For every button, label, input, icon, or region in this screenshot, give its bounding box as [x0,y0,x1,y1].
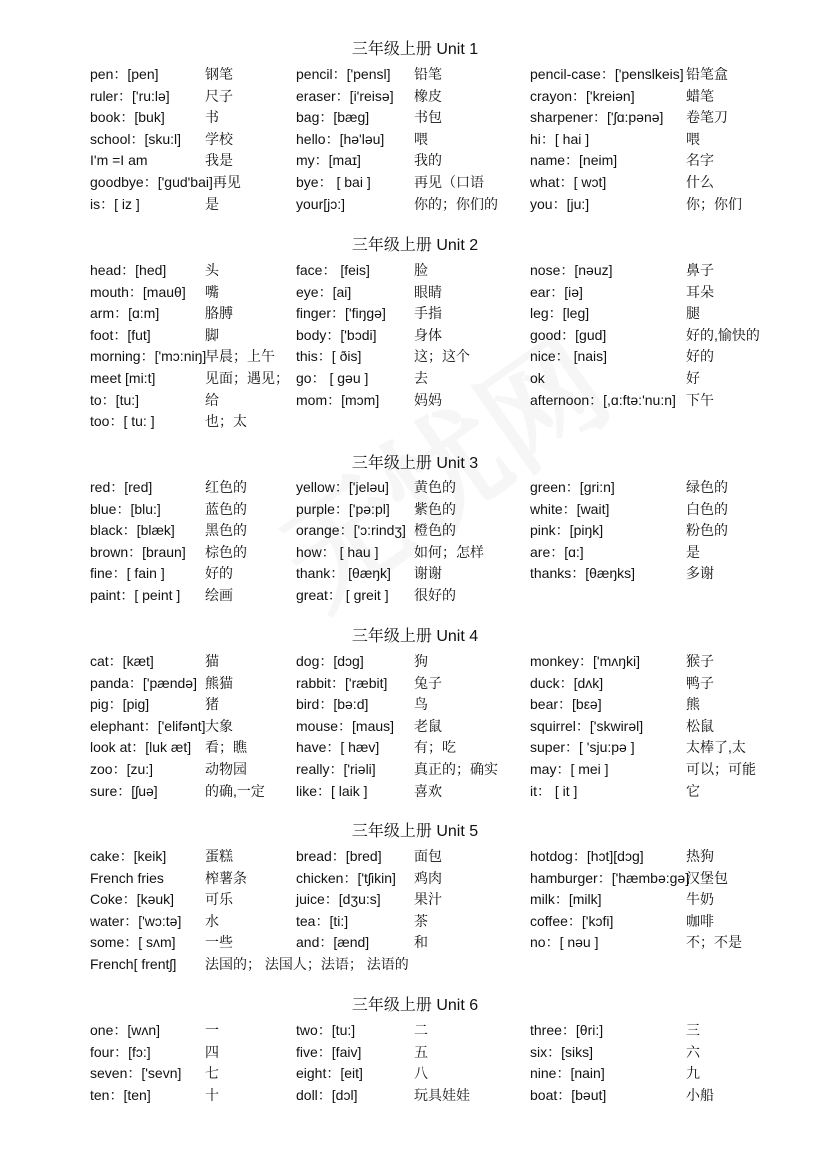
vocab-meaning: 钢笔 [205,66,233,82]
vocab-word: dog：[dɔg] [296,653,364,669]
vocab-word: ear：[iə] [530,283,583,300]
vocab-meaning: 妈妈 [414,391,442,408]
vocab-meaning: 有；吃 [414,739,456,756]
vocab-word: like：[ laik ] [296,782,368,799]
vocab-word: duck：[dʌk] [530,674,604,691]
vocab-word: doll：[dɔl] [296,1086,358,1103]
vocab-meaning: 你的；你们的 [414,195,498,212]
vocab-word: squirrel：['skwirəl] [530,717,644,734]
vocab-word: school：[sku:l] [90,130,182,147]
vocab-meaning: 老鼠 [414,717,442,734]
vocab-word: purple：['pə:pl] [296,500,390,517]
vocab-meaning: 九 [686,1065,700,1082]
vocab-word: good：[gud] [530,326,607,343]
vocab-row [0,954,830,974]
vocab-meaning: 蓝色的 [205,500,247,517]
vocab-meaning: 兔子 [414,674,442,691]
vocab-word: fine：[ fain ] [90,565,165,582]
vocab-meaning: 和 [414,934,428,951]
vocab-word: hello：[hə'ləu] [296,130,385,147]
unit-title: 三年级上册 Unit 4 [351,628,479,645]
vocab-row [0,303,830,323]
vocab-row [0,759,830,779]
vocab-meaning: 什么 [686,174,714,190]
vocab-meaning: 尺子 [205,87,233,104]
vocab-word: boat：[bəut] [530,1086,607,1103]
vocab-meaning: 喂 [686,130,700,147]
vocab-row [0,1020,830,1040]
vocab-word: mouse：[maus] [296,717,395,734]
unit-title: 三年级上册 Unit 6 [351,997,479,1014]
vocab-meaning: 果汁 [414,891,442,908]
vocab-word: bear：[bεə] [530,696,602,713]
vocab-meaning: 五 [414,1043,428,1060]
vocab-word: green：[gri:n] [530,479,615,495]
vocab-meaning: 好 [686,370,700,386]
vocab-meaning: 鸭子 [686,674,714,691]
vocab-meaning: 鼻子 [686,262,714,278]
vocab-meaning: 去 [414,370,428,386]
vocab-meaning: 六 [686,1043,700,1060]
vocab-meaning: 熊 [686,696,700,713]
vocab-word: name：[neim] [530,152,618,169]
unit-title: 三年级上册 Unit 1 [351,41,479,58]
unit-title: 三年级上册 Unit 2 [351,237,479,254]
vocab-row [0,368,830,388]
vocab-meaning: 一些 [205,934,233,951]
unit-title: 三年级上册 Unit 5 [351,823,479,840]
vocab-meaning: 狗 [414,653,428,669]
vocab-meaning: 橙色的 [414,522,456,539]
vocab-word: head：[hed] [90,262,167,278]
vocab-word: four：[fɔ:] [90,1043,151,1060]
vocab-meaning: 你；你们 [686,195,742,212]
vocab-word: great： [ greit ] [296,587,389,603]
vocab-meaning: 猫 [205,653,219,669]
vocab-row [0,563,830,583]
vocab-word: one：[wʌn] [90,1022,161,1038]
vocab-meaning: 嘴 [205,283,219,300]
vocab-word: sharpener：['ʃɑ:pənə] [530,109,664,126]
vocab-word: super：[ 'sju:pə ] [530,739,635,756]
vocab-row [0,86,830,106]
vocab-word: juice：[dʒu:s] [296,891,381,908]
unit-title: 三年级上册 Unit 3 [351,455,479,472]
vocab-word: is：[ iz ] [90,195,140,212]
vocab-word: how： [ hau ] [296,543,379,560]
vocab-word: and：[ænd] [296,934,370,951]
vocab-row [0,260,830,280]
vocab-meaning: 玩具娃娃 [414,1086,470,1103]
vocab-meaning: 猪 [205,696,219,713]
vocab-word: afternoon：[,ɑ:ftə:'nu:n] [530,391,676,408]
vocab-meaning: 松鼠 [686,717,714,734]
vocab-row [0,477,830,497]
vocab-meaning: 三 [686,1022,700,1038]
vocab-word: milk：[milk] [530,891,602,908]
vocab-meaning: 白色的 [686,500,728,517]
vocab-meaning: 面包 [414,848,442,864]
vocab-word: bird：[bə:d] [296,696,369,713]
vocab-meaning: 红色的 [205,479,247,495]
vocab-word: pink：[piŋk] [530,522,604,539]
vocab-word: cat：[kæt] [90,653,154,669]
vocab-meaning: 鸡肉 [414,869,442,886]
vocab-meaning: 可乐 [205,891,233,908]
vocab-word: seven：['sevn] [90,1065,182,1082]
vocab-meaning: 热狗 [686,848,714,864]
vocab-row [0,346,830,366]
vocab-meaning: 也；太 [205,413,247,430]
vocab-word: hotdog：[hɔt][dɔg] [530,848,644,864]
vocab-row [0,172,830,192]
vocab-meaning: 一 [205,1022,219,1038]
vocab-row [0,64,830,84]
vocab-word: sure：[ʃuə] [90,782,158,799]
vocab-row [0,1085,830,1105]
vocab-meaning: 好的,愉快的 [686,326,760,343]
vocab-word: are：[ɑ:] [530,543,584,560]
vocab-word: my：[maɪ] [296,152,361,169]
vocab-row [0,520,830,540]
vocab-word: yellow：['jeləu] [296,479,389,495]
vocab-word: meet [mi:t] [90,370,156,386]
vocab-meaning: 的确,一定 [205,782,265,799]
vocab-word: you：[ju:] [530,195,590,212]
vocab-word: really：['riəli] [296,761,376,777]
vocab-word: pencil-case：['penslkeis] [530,66,684,82]
vocab-meaning: 下午 [686,391,714,408]
vocab-word: French[ frentʃ] [90,956,177,972]
vocab-meaning: 可以；可能 [686,761,756,777]
vocab-word: rabbit：['ræbit] [296,674,388,691]
vocab-meaning: 身体 [414,326,442,343]
vocab-word: too：[ tu: ] [90,413,155,430]
vocab-row [0,651,830,671]
vocab-word: chicken：['tʃikin] [296,869,396,886]
vocab-meaning: 二 [414,1022,428,1038]
vocab-meaning: 书 [205,109,219,126]
vocab-word: face： [feis] [296,262,370,278]
vocab-meaning: 八 [414,1065,428,1082]
vocab-row [0,325,830,345]
vocab-row [0,129,830,149]
vocab-meaning: 喜欢 [414,782,442,799]
vocab-meaning: 铅笔盒 [686,66,728,82]
vocab-row [0,542,830,562]
vocab-word: bread：[bred] [296,848,382,864]
vocab-word: cake：[keik] [90,848,167,864]
vocab-meaning: 真正的；确实 [414,761,498,777]
vocab-meaning: 七 [205,1065,219,1082]
vocab-word: Coke：[kəuk] [90,891,175,908]
vocab-word: to：[tu:] [90,391,140,408]
vocab-row [0,499,830,519]
vocab-word: orange：['ɔ:rindʒ] [296,522,406,539]
vocab-meaning: 紫色的 [414,500,456,517]
vocab-word: your[jɔ:] [296,195,346,212]
vocab-row [0,716,830,736]
vocab-word: brown：[braun] [90,543,186,560]
vocab-row [0,932,830,952]
vocab-row [0,889,830,909]
vocab-row [0,194,830,214]
vocab-word: monkey：['mʌŋki] [530,653,641,669]
vocab-word: mom：[mɔm] [296,391,380,408]
vocab-meaning: 这；这个 [414,348,470,365]
vocab-meaning: 棕色的 [205,543,247,560]
vocab-word: ok [530,370,545,386]
vocab-meaning: 榨薯条 [205,869,247,886]
vocab-word: ruler：['ru:lə] [90,87,170,104]
vocab-meaning: 我的 [414,152,442,169]
vocab-row [0,1042,830,1062]
vocab-word: this：[ ðis] [296,348,362,365]
vocab-meaning: 茶 [414,912,428,929]
vocab-meaning: 见面；遇见； [205,370,289,386]
vocab-word: goodbye：['gud'bai]再见 [90,174,241,190]
vocab-word: two：[tu:] [296,1022,356,1038]
vocab-row [0,781,830,801]
vocab-meaning: 四 [205,1043,219,1060]
vocab-row [0,107,830,127]
vocab-meaning: 不；不是 [686,934,742,951]
vocab-meaning: 它 [686,782,700,799]
vocab-word: five：[faiv] [296,1043,362,1060]
vocab-word: eye：[ai] [296,283,352,300]
vocab-word: black：[blæk] [90,522,175,539]
vocab-row [0,737,830,757]
vocab-word: pen：[pen] [90,66,159,82]
vocab-meaning: 手指 [414,305,442,322]
vocab-meaning: 卷笔刀 [686,109,728,126]
vocab-word: arm：[ɑ:m] [90,305,160,322]
vocab-word: it： [ it ] [530,782,578,799]
vocab-meaning: 绿色的 [686,479,728,495]
vocab-meaning: 腿 [686,305,700,322]
vocab-word: ten：[ten] [90,1086,151,1103]
vocab-word: coffee：['kɔfi] [530,912,614,929]
vocab-meaning: 蛋糕 [205,848,233,864]
vocab-meaning: 是 [205,195,219,212]
vocab-word: white：[wait] [530,500,610,517]
vocab-meaning: 牛奶 [686,891,714,908]
vocab-meaning: 胳膊 [205,305,233,322]
vocab-word: hi：[ hai ] [530,130,590,147]
vocab-word: pencil：['pensl] [296,66,391,82]
vocab-row [0,282,830,302]
vocab-word: tea：[ti:] [296,912,349,929]
vocab-word: eight：[eit] [296,1065,363,1082]
vocab-meaning: 脸 [414,262,428,278]
vocab-word: nice： [nais] [530,348,608,365]
vocab-word: thanks：[θæŋks] [530,565,636,582]
vocab-meaning: 我是 [205,152,233,169]
vocab-row [0,694,830,714]
vocab-meaning: 脚 [205,326,219,343]
vocab-meaning: 大象 [205,717,233,734]
vocab-word: no：[ nəu ] [530,934,599,951]
vocab-meaning: 学校 [205,130,233,147]
vocab-meaning: 法国的； 法国人；法语； 法语的 [205,956,409,972]
vocab-word: elephant：['elifənt] [90,717,206,734]
vocab-word: leg：[leg] [530,305,590,322]
vocab-meaning: 书包 [414,109,442,126]
vocab-word: water：['wɔ:tə] [90,912,182,929]
vocab-meaning: 太棒了,太 [686,739,746,756]
vocab-meaning: 黄色的 [414,479,456,495]
vocab-word: paint：[ peint ] [90,587,181,603]
vocab-word: bye： [ bai ] [296,174,371,190]
vocab-meaning: 咖啡 [686,912,714,929]
vocab-word: hamburger：['hæmbə:gə] [530,869,690,886]
vocab-meaning: 熊猫 [205,674,233,691]
vocab-word: bag：[bæg] [296,109,370,126]
vocab-meaning: 黑色的 [205,522,247,539]
vocab-row [0,150,830,170]
vocab-word: what：[ wɔt] [530,174,607,190]
vocab-meaning: 看；瞧 [205,739,247,756]
vocab-row [0,585,830,605]
vocab-meaning: 动物园 [205,761,247,777]
vocab-meaning: 很好的 [414,587,456,603]
vocab-word: foot：[fut] [90,326,151,343]
vocab-meaning: 早晨；上午 [205,348,275,365]
vocab-meaning: 耳朵 [686,283,714,300]
vocab-word: red：[red] [90,479,153,495]
vocab-meaning: 眼睛 [414,283,442,300]
vocab-word: some：[ sʌm] [90,934,176,951]
vocab-row [0,411,830,431]
vocab-word: morning：['mɔ:niŋ] [90,348,207,365]
vocab-meaning: 再见（口语 [414,174,484,190]
vocab-word: three：[θri:] [530,1022,604,1038]
vocab-row [0,911,830,931]
vocab-row [0,846,830,866]
vocab-meaning: 给 [205,391,219,408]
vocab-word: crayon：['kreiən] [530,87,635,104]
vocab-word: blue：[blu:] [90,500,161,517]
vocab-word: French fries [90,869,164,886]
vocab-row [0,673,830,693]
vocab-word: zoo：[zu:] [90,761,154,777]
vocab-word: I'm =I am [90,152,148,169]
vocab-word: body：['bɔdi] [296,326,377,343]
vocab-meaning: 如何；怎样 [414,543,484,560]
vocab-meaning: 猴子 [686,653,714,669]
vocab-meaning: 头 [205,262,219,278]
vocab-meaning: 铅笔 [414,66,442,82]
vocab-word: have：[ hæv] [296,739,380,756]
vocab-meaning: 好的 [205,565,233,582]
vocab-word: look at：[luk æt] [90,739,192,756]
vocab-row [0,390,830,410]
vocab-meaning: 粉色的 [686,522,728,539]
vocab-meaning: 谢谢 [414,565,442,582]
vocab-word: mouth：[mauθ] [90,283,186,300]
vocab-meaning: 橡皮 [414,87,442,104]
vocab-row [0,1063,830,1083]
vocab-word: six：[siks] [530,1043,593,1060]
vocab-meaning: 名字 [686,152,714,169]
vocab-meaning: 鸟 [414,696,428,713]
vocab-word: book：[buk] [90,109,165,126]
vocab-meaning: 十 [205,1086,219,1103]
vocab-meaning: 绘画 [205,587,233,603]
vocab-word: pig：[pig] [90,696,150,713]
vocab-meaning: 汉堡包 [686,869,728,886]
vocab-row [0,868,830,888]
vocab-meaning: 多谢 [686,565,714,582]
vocab-meaning: 好的 [686,348,714,365]
vocab-word: finger：['fiŋgə] [296,305,386,322]
vocab-word: may：[ mei ] [530,761,609,777]
vocab-word: go： [ gəu ] [296,370,369,386]
vocab-meaning: 喂 [414,130,428,147]
vocab-meaning: 小船 [686,1086,714,1103]
vocab-meaning: 是 [686,543,700,560]
vocab-meaning: 蜡笔 [686,87,714,104]
vocab-word: eraser：[i'reisə] [296,87,394,104]
vocab-word: thank： [θæŋk] [296,565,391,582]
vocab-word: panda：['pændə] [90,674,197,691]
vocab-word: nose：[nəuz] [530,262,613,278]
vocab-meaning: 水 [205,912,219,929]
vocab-word: nine：[nain] [530,1065,605,1082]
